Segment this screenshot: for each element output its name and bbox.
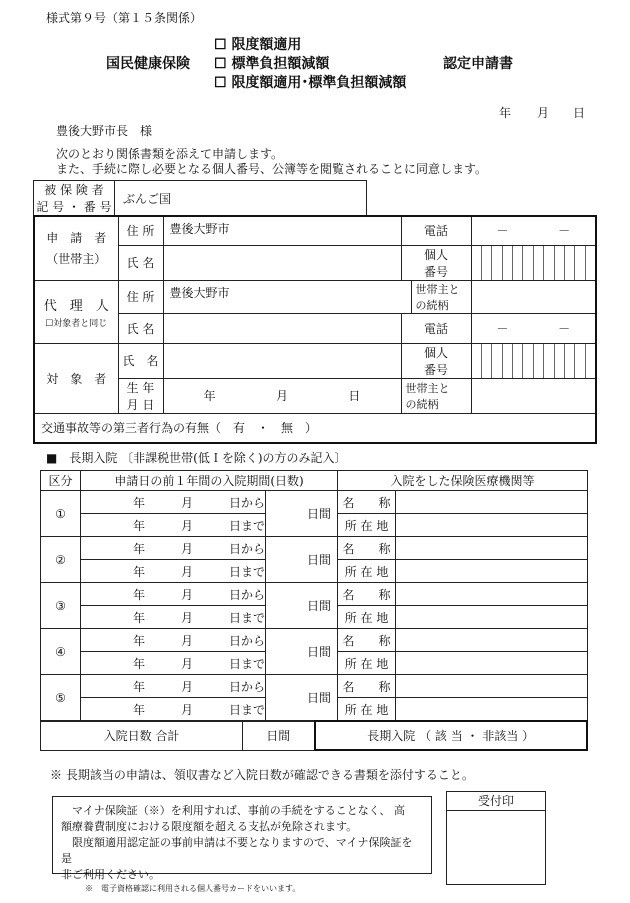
applicant-mynumber-label: 個人 番号 bbox=[401, 245, 471, 280]
row-number: ① bbox=[41, 491, 81, 537]
hospital-location-label: 所 在 地 bbox=[338, 698, 396, 721]
reception-stamp-box bbox=[446, 791, 546, 885]
info-line-1: マイナ保険証（※）を利用すれば、事前の手続をすることなく、 高 bbox=[61, 804, 406, 817]
myna-info-box bbox=[52, 796, 432, 893]
info-line-2: 額療養費制度における限度額を超える支払が免除されます。 bbox=[61, 819, 358, 833]
stay-from-field[interactable]: 年 月 日から bbox=[81, 537, 266, 560]
checkbox-icon: ☐ bbox=[214, 75, 227, 91]
col-hospital: 入院をした保険医療機関等 bbox=[338, 471, 588, 491]
info-footnote: ※ 電子資格確認に利用される個人番号カードをいいます。 bbox=[85, 883, 301, 893]
hospital-location-field[interactable] bbox=[396, 514, 588, 537]
total-label: 入院日数 合計 bbox=[41, 721, 243, 750]
agent-label: 代 理 人 ☐対象者と同じ bbox=[34, 280, 118, 343]
long-stay-status[interactable]: 長期入院 （ 該 当 ・ 非該当 ） bbox=[315, 721, 588, 750]
form-number: 様式第９号（第１５条関係） bbox=[46, 11, 203, 25]
row-number: ③ bbox=[41, 583, 81, 629]
long-stay-row bbox=[41, 583, 588, 606]
subject-label: 対 象 者 bbox=[34, 343, 118, 413]
applicant-address-label: 住 所 bbox=[118, 216, 163, 245]
hospital-location-label: 所 在 地 bbox=[338, 606, 396, 629]
hospital-location-label: 所 在 地 bbox=[338, 652, 396, 675]
addressee: 豊後大野市長 様 bbox=[56, 124, 153, 138]
applicant-mynumber-field[interactable] bbox=[471, 245, 596, 280]
subject-relation-field[interactable] bbox=[471, 378, 596, 413]
checkbox-icon: ☐ bbox=[214, 37, 227, 53]
row-number: ② bbox=[41, 537, 81, 583]
hospital-location-field[interactable] bbox=[396, 606, 588, 629]
col-period: 申請日の前１年間の入院期間(日数) bbox=[81, 471, 338, 491]
long-stay-row bbox=[41, 675, 588, 698]
applicant-name-label: 氏 名 bbox=[118, 245, 163, 280]
attachment-note: ※ 長期該当の申請は、領収書など入院日数が確認できる書類を添付すること。 bbox=[50, 768, 474, 782]
stay-from-field[interactable]: 年 月 日から bbox=[81, 675, 266, 698]
applicant-name-field[interactable] bbox=[163, 245, 401, 280]
title-option-2[interactable]: ☐ 標準負担額減額 bbox=[214, 56, 330, 72]
stay-days-field[interactable]: 日間 bbox=[266, 583, 338, 629]
row-number: ⑤ bbox=[41, 675, 81, 721]
stay-to-field[interactable]: 年 月 日まで bbox=[81, 606, 266, 629]
stay-from-field[interactable]: 年 月 日から bbox=[81, 629, 266, 652]
agent-address-label: 住 所 bbox=[118, 280, 163, 313]
hospital-name-field[interactable] bbox=[396, 675, 588, 698]
stay-days-field[interactable]: 日間 bbox=[266, 675, 338, 721]
subject-name-label: 氏 名 bbox=[118, 343, 163, 378]
stay-from-field[interactable]: 年 月 日から bbox=[81, 583, 266, 606]
agent-relation-field[interactable] bbox=[471, 280, 596, 313]
applicant-phone-field[interactable]: － － bbox=[471, 216, 596, 245]
stay-from-field[interactable]: 年 月 日から bbox=[81, 491, 266, 514]
intro-line-2: また、手続に際し必要となる個人番号、公簿等を閲覧されることに同意します。 bbox=[56, 162, 488, 176]
subject-birth-field[interactable]: 年 月 日 bbox=[163, 378, 401, 413]
insured-number-table bbox=[33, 180, 367, 216]
subject-name-field[interactable] bbox=[163, 343, 401, 378]
hospital-name-label: 名 称 bbox=[338, 583, 396, 606]
agent-address-field[interactable]: 豊後大野市 bbox=[163, 280, 411, 313]
long-stay-total-row bbox=[40, 720, 588, 751]
total-days-field[interactable]: 日間 bbox=[243, 721, 315, 750]
subject-mynumber-label: 個人 番号 bbox=[401, 343, 471, 378]
title-suffix: 認定申請書 bbox=[443, 56, 513, 72]
stay-days-field[interactable]: 日間 bbox=[266, 537, 338, 583]
stay-days-field[interactable]: 日間 bbox=[266, 491, 338, 537]
hospital-location-label: 所 在 地 bbox=[338, 514, 396, 537]
subject-relation-label: 世帯主と の続柄 bbox=[401, 378, 471, 413]
hospital-name-label: 名 称 bbox=[338, 675, 396, 698]
third-party-question[interactable]: 交通事故等の第三者行為の有無（ 有 ・ 無 ） bbox=[34, 413, 596, 443]
hospital-name-field[interactable] bbox=[396, 629, 588, 652]
applicant-address-field[interactable]: 豊後大野市 bbox=[163, 216, 401, 245]
hospital-location-field[interactable] bbox=[396, 560, 588, 583]
date-day: 日 bbox=[573, 106, 586, 120]
agent-relation-label: 世帯主と の続柄 bbox=[411, 280, 471, 313]
row-number: ④ bbox=[41, 629, 81, 675]
hospital-location-label: 所 在 地 bbox=[338, 560, 396, 583]
info-line-4: 非ご利用ください。 bbox=[61, 867, 160, 881]
applicant-label: 申 請 者 （世帯主） bbox=[34, 216, 118, 280]
hospital-name-field[interactable] bbox=[396, 491, 588, 514]
hospital-name-label: 名 称 bbox=[338, 629, 396, 652]
agent-name-field[interactable] bbox=[163, 313, 401, 343]
col-category: 区分 bbox=[41, 471, 81, 491]
date-month: 月 bbox=[537, 106, 550, 120]
application-table bbox=[33, 215, 597, 444]
title-option-3[interactable]: ☐ 限度額適用･標準負担額減額 bbox=[214, 75, 407, 91]
checkbox-icon: ☐ bbox=[214, 56, 227, 72]
stay-to-field[interactable]: 年 月 日まで bbox=[81, 652, 266, 675]
stay-to-field[interactable]: 年 月 日まで bbox=[81, 698, 266, 721]
insured-label: 被 保 険 者 記 号 ・ 番 号 bbox=[34, 181, 115, 216]
title-prefix: 国民健康保険 bbox=[106, 56, 190, 72]
subject-mynumber-field[interactable] bbox=[471, 343, 596, 378]
hospital-location-field[interactable] bbox=[396, 698, 588, 721]
hospital-name-field[interactable] bbox=[396, 583, 588, 606]
info-line-3: 限度額適用認定証の事前申請は不要となりますので、マイナ保険証を是 bbox=[61, 835, 413, 865]
intro-line-1: 次のとおり関係書類を添えて申請します。 bbox=[56, 147, 284, 161]
title-option-1[interactable]: ☐ 限度額適用 bbox=[214, 37, 302, 53]
subject-birth-label: 生 年 月 日 bbox=[118, 378, 163, 413]
stamp-label: 受付印 bbox=[447, 792, 545, 811]
applicant-phone-label: 電話 bbox=[401, 216, 471, 245]
date-year: 年 bbox=[499, 106, 512, 120]
insured-number-field[interactable]: ぶんご国 bbox=[115, 181, 367, 216]
agent-phone-label: 電話 bbox=[401, 313, 471, 343]
long-stay-row bbox=[41, 537, 588, 560]
long-stay-row bbox=[41, 629, 588, 652]
long-stay-table bbox=[40, 470, 588, 721]
agent-name-label: 氏 名 bbox=[118, 313, 163, 343]
hospital-name-label: 名 称 bbox=[338, 491, 396, 514]
stay-to-field[interactable]: 年 月 日まで bbox=[81, 560, 266, 583]
long-stay-row bbox=[41, 491, 588, 514]
hospital-name-label: 名 称 bbox=[338, 537, 396, 560]
agent-phone-field[interactable]: － － bbox=[471, 313, 596, 343]
stay-to-field[interactable]: 年 月 日まで bbox=[81, 514, 266, 537]
agent-same-checkbox[interactable]: ☐対象者と同じ bbox=[45, 318, 108, 329]
hospital-location-field[interactable] bbox=[396, 652, 588, 675]
stay-days-field[interactable]: 日間 bbox=[266, 629, 338, 675]
hospital-name-field[interactable] bbox=[396, 537, 588, 560]
long-stay-heading: ■ 長期入院 〔非課税世帯(低Ｉを除く)の方のみ記入〕 bbox=[46, 451, 347, 465]
